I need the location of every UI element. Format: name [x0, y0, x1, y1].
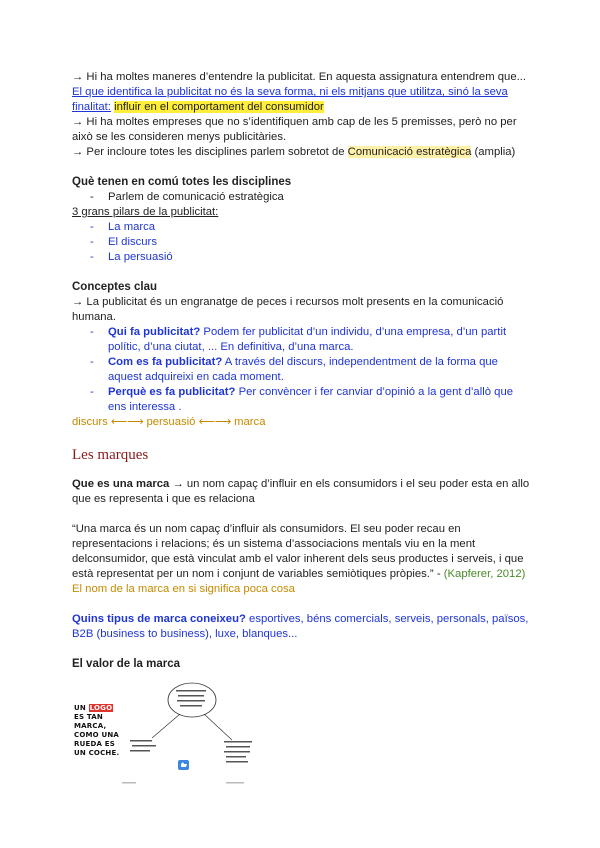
- section-comu-title: Què tenen en comú totes les disciplines: [72, 176, 292, 188]
- list-item: - El discurs: [90, 236, 157, 248]
- logo-slogan: UN LOGO ES TAN MARCA, COMO UNA RUEDA ES UN COCHE.: [74, 704, 120, 757]
- document-page: [72, 70, 532, 798]
- highlight-comunicacio: Comunicació estratègica: [347, 146, 472, 158]
- intro-line-1: → Hi ha moltes maneres d’entendre la publicitat. En aquesta assignatura entendrem que...: [72, 71, 527, 83]
- brand-name-note: El nom de la marca en si significa poca cosa: [72, 583, 295, 595]
- list-item: - Parlem de comunicació estratègica: [90, 191, 284, 203]
- list-item: - Qui fa publicitat? Podem fer publicitat d’un individu, d’una empresa, d’un partit polític, d’una ciutat, ... En definitiva, d’una marca.: [90, 326, 507, 353]
- relation-line: discurs ⟵⟶ persuasió ⟵⟶ marca: [72, 416, 266, 428]
- list-item: - Perquè es fa publicitat? Per convèncer i fer canviar d’opinió a la gent d’allò que ens interessa .: [90, 386, 514, 413]
- brand-types: Quins tipus de marca coneixeu? esportives, béns comercials, serveis, personals, països, B2B (business to business), luxe, blanques...: [72, 613, 529, 640]
- valor-marca-title: El valor de la marca: [72, 658, 181, 670]
- list-item: - La persuasió: [90, 251, 173, 263]
- highlight-influir: influir en el comportament del consumidor: [114, 101, 324, 113]
- intro-line-4: → Per incloure totes les disciplines parlem sobretot de Comunicació estratègica (amplia): [72, 146, 516, 158]
- section-conceptes-title: Conceptes clau: [72, 281, 157, 293]
- list-item: - La marca: [90, 221, 156, 233]
- conceptes-intro: → La publicitat és un engranatge de peces i recursos molt presents en la comunicació humana.: [72, 296, 504, 323]
- connector-line: [152, 714, 180, 738]
- intro-line-3: → Hi ha moltes empreses que no s’identifiquen amb cap de les 5 premisses, però no per això se les consideren menys publicitàries.: [72, 116, 517, 143]
- pillars-title: 3 grans pilars de la publicitat:: [72, 206, 219, 218]
- kapferer-quote: “Una marca és un nom capaç d’influir als consumidors. El seu poder recau en representacions i relacions; és un sistema d’associacions mentals viu en la ment delconsumidor, que està vinculat amb el valor inherent dels seus productes i serveis, i que està representat per un nom i conjunt de variables semiòtiques pròpies.” - (Kapferer, 2012): [72, 523, 526, 580]
- marca-definition: Que es una marca → un nom capaç d’influir en els consumidors i el seu poder esta en allo que es representa i que es relaciona: [72, 478, 530, 505]
- brand-value-figure: [72, 678, 532, 798]
- conceptes-list: [72, 325, 532, 415]
- comu-list: [72, 190, 532, 205]
- pillars-list: [72, 220, 532, 265]
- mind-map-diagram: [122, 678, 322, 798]
- citation: (Kapferer, 2012): [443, 568, 526, 580]
- list-item: - Com es fa publicitat? A través del discurs, independentment de la forma que aquest adquireixi en cada moment.: [90, 356, 498, 383]
- intro-link[interactable]: El que identifica la publicitat no és la seva forma, ni els mitjans que utilitza, sinó la seva finalitat:: [72, 86, 508, 113]
- heading-les-marques: Les marques: [72, 447, 149, 463]
- logo-highlight: LOGO: [89, 704, 113, 712]
- thumbs-up-icon: [178, 760, 189, 770]
- connector-line: [204, 714, 232, 740]
- intro-line-2: [72, 85, 532, 115]
